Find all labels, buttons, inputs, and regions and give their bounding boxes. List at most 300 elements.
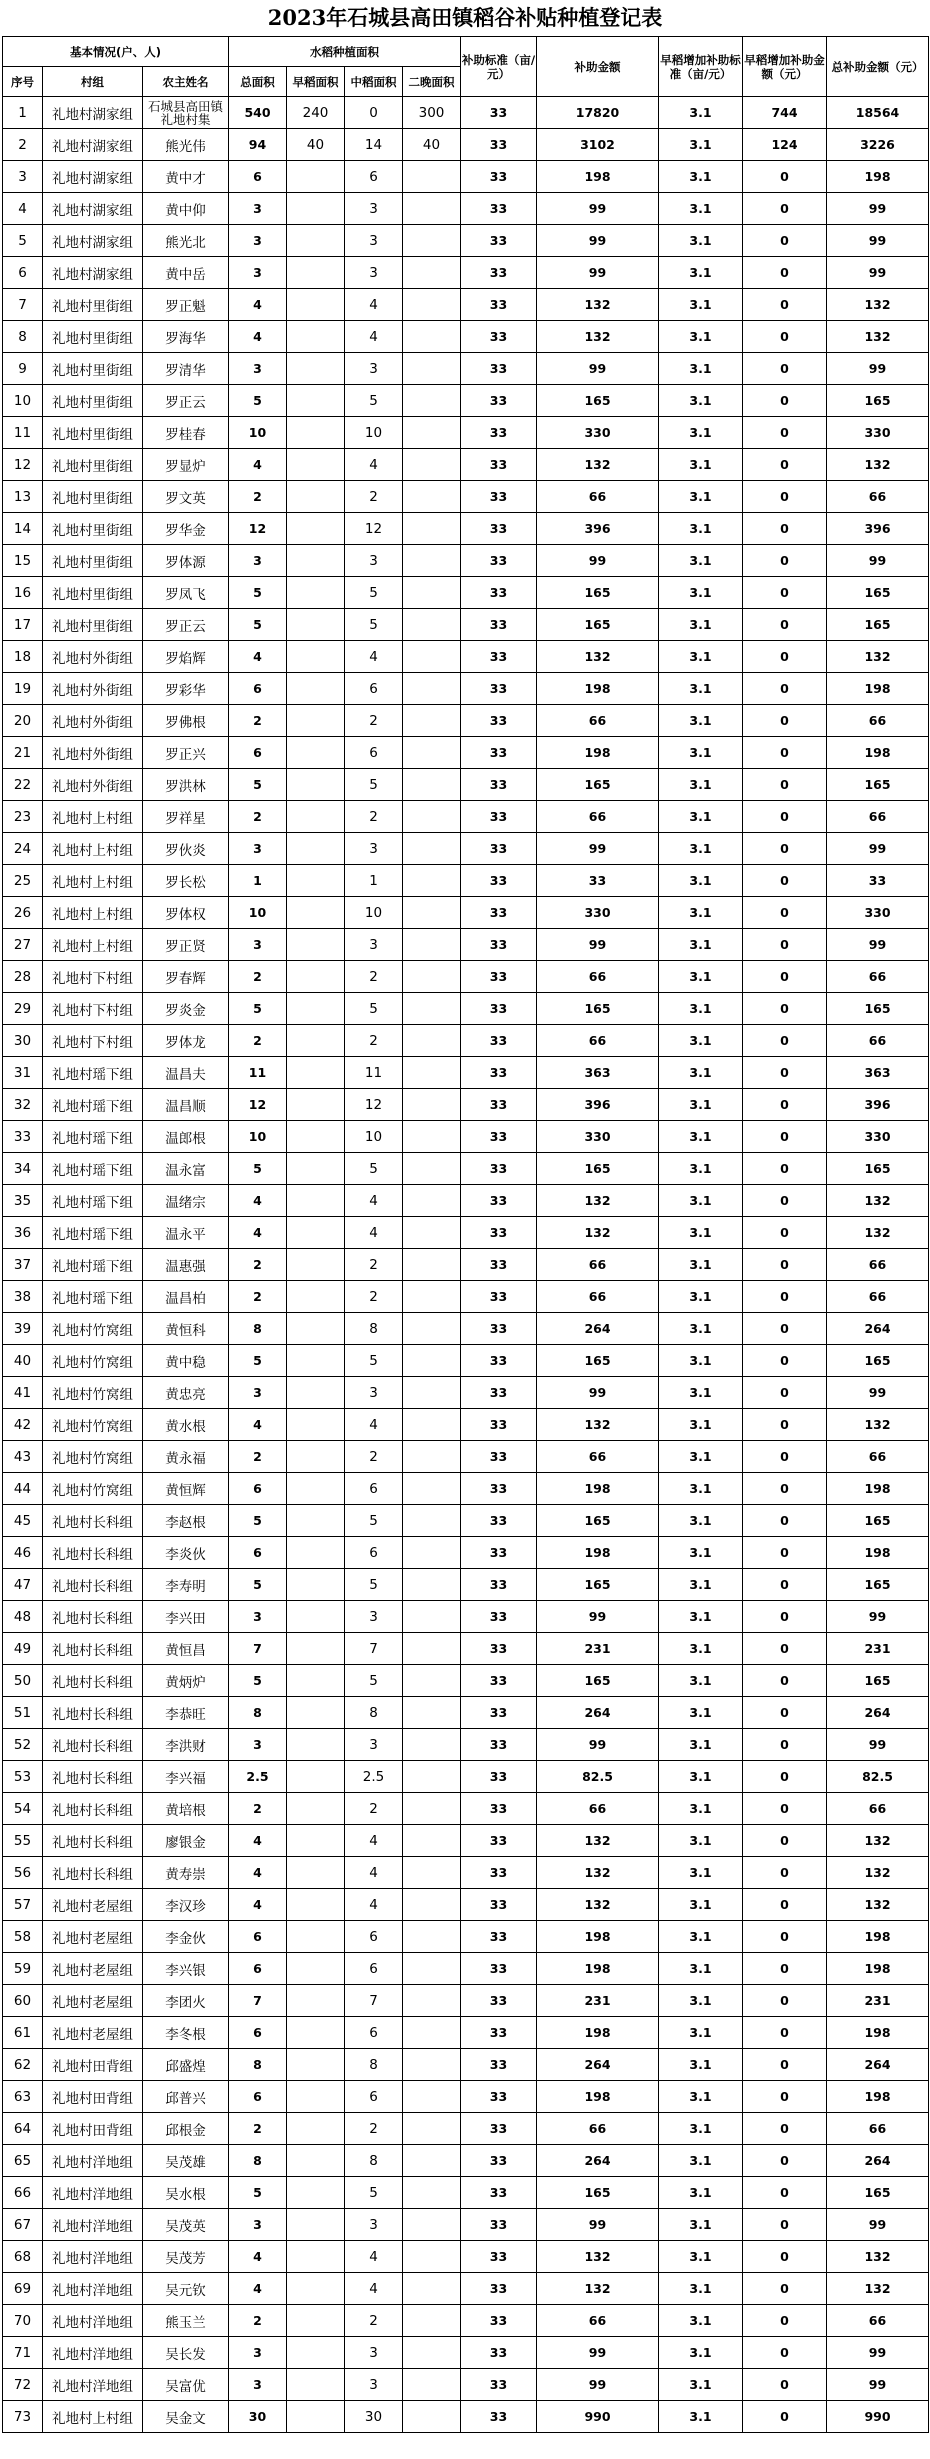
cell-early-area bbox=[287, 1889, 345, 1921]
cell-late-area bbox=[403, 1153, 461, 1185]
cell-village: 礼地村下村组 bbox=[43, 993, 143, 1025]
cell-early-area bbox=[287, 2401, 345, 2433]
cell-amount: 165 bbox=[537, 1153, 659, 1185]
cell-std: 33 bbox=[461, 545, 537, 577]
cell-late-area bbox=[403, 1409, 461, 1441]
cell-village: 礼地村老屋组 bbox=[43, 1953, 143, 1985]
cell-std: 33 bbox=[461, 1665, 537, 1697]
cell-total-amount: 132 bbox=[827, 1857, 929, 1889]
cell-mid-area: 3 bbox=[345, 833, 403, 865]
cell-total-area: 4 bbox=[229, 1409, 287, 1441]
cell-village: 礼地村上村组 bbox=[43, 929, 143, 961]
cell-no: 34 bbox=[3, 1153, 43, 1185]
cell-village: 礼地村瑶下组 bbox=[43, 1153, 143, 1185]
cell-no: 49 bbox=[3, 1633, 43, 1665]
cell-village: 礼地村长科组 bbox=[43, 1729, 143, 1761]
cell-amount: 17820 bbox=[537, 97, 659, 129]
table-row bbox=[3, 225, 929, 257]
cell-early-amount: 0 bbox=[743, 609, 827, 641]
cell-mid-area: 3 bbox=[345, 2209, 403, 2241]
cell-late-area bbox=[403, 513, 461, 545]
cell-no: 22 bbox=[3, 769, 43, 801]
cell-std: 33 bbox=[461, 1345, 537, 1377]
cell-mid-area: 6 bbox=[345, 1953, 403, 1985]
cell-early-amount: 0 bbox=[743, 1313, 827, 1345]
cell-early-amount: 0 bbox=[743, 1153, 827, 1185]
cell-total-amount: 66 bbox=[827, 481, 929, 513]
cell-village: 礼地村长科组 bbox=[43, 1537, 143, 1569]
cell-late-area bbox=[403, 993, 461, 1025]
cell-early-area bbox=[287, 1825, 345, 1857]
cell-total-area: 8 bbox=[229, 1313, 287, 1345]
cell-early-std: 3.1 bbox=[659, 2049, 743, 2081]
cell-farmer: 吴茂芳 bbox=[143, 2241, 229, 2273]
cell-farmer: 罗正云 bbox=[143, 385, 229, 417]
cell-std: 33 bbox=[461, 961, 537, 993]
cell-late-area bbox=[403, 385, 461, 417]
cell-std: 33 bbox=[461, 97, 537, 129]
cell-mid-area: 2 bbox=[345, 1025, 403, 1057]
cell-late-area bbox=[403, 705, 461, 737]
cell-std: 33 bbox=[461, 2113, 537, 2145]
cell-std: 33 bbox=[461, 2401, 537, 2433]
cell-total-amount: 33 bbox=[827, 865, 929, 897]
cell-farmer: 罗显炉 bbox=[143, 449, 229, 481]
cell-mid-area: 4 bbox=[345, 2273, 403, 2305]
table-row bbox=[3, 1057, 929, 1089]
cell-amount: 66 bbox=[537, 1793, 659, 1825]
cell-early-area bbox=[287, 705, 345, 737]
cell-village: 礼地村竹窝组 bbox=[43, 1409, 143, 1441]
cell-village: 礼地村里街组 bbox=[43, 353, 143, 385]
cell-total-amount: 66 bbox=[827, 1281, 929, 1313]
cell-total-area: 5 bbox=[229, 2177, 287, 2209]
cell-mid-area: 14 bbox=[345, 129, 403, 161]
cell-total-area: 2 bbox=[229, 1281, 287, 1313]
cell-late-area bbox=[403, 1633, 461, 1665]
cell-total-area: 2 bbox=[229, 1249, 287, 1281]
cell-amount: 99 bbox=[537, 929, 659, 961]
cell-village: 礼地村老屋组 bbox=[43, 1985, 143, 2017]
cell-farmer: 黄恒辉 bbox=[143, 1473, 229, 1505]
cell-mid-area: 2 bbox=[345, 961, 403, 993]
cell-amount: 198 bbox=[537, 161, 659, 193]
cell-early-amount: 0 bbox=[743, 929, 827, 961]
cell-amount: 330 bbox=[537, 897, 659, 929]
table-row bbox=[3, 1697, 929, 1729]
cell-std: 33 bbox=[461, 2369, 537, 2401]
cell-early-area bbox=[287, 865, 345, 897]
cell-late-area bbox=[403, 801, 461, 833]
cell-early-std: 3.1 bbox=[659, 1089, 743, 1121]
cell-no: 62 bbox=[3, 2049, 43, 2081]
cell-total-amount: 198 bbox=[827, 673, 929, 705]
cell-mid-area: 3 bbox=[345, 2337, 403, 2369]
cell-amount: 132 bbox=[537, 1409, 659, 1441]
cell-std: 33 bbox=[461, 1601, 537, 1633]
cell-std: 33 bbox=[461, 2209, 537, 2241]
cell-early-std: 3.1 bbox=[659, 1377, 743, 1409]
cell-village: 礼地村竹窝组 bbox=[43, 1377, 143, 1409]
cell-village: 礼地村瑶下组 bbox=[43, 1121, 143, 1153]
cell-village: 礼地村瑶下组 bbox=[43, 1249, 143, 1281]
cell-village: 礼地村外街组 bbox=[43, 673, 143, 705]
cell-no: 18 bbox=[3, 641, 43, 673]
cell-village: 礼地村洋地组 bbox=[43, 2369, 143, 2401]
cell-early-area bbox=[287, 1473, 345, 1505]
cell-early-amount: 0 bbox=[743, 1793, 827, 1825]
cell-early-std: 3.1 bbox=[659, 1313, 743, 1345]
cell-early-area bbox=[287, 769, 345, 801]
cell-farmer: 罗桂春 bbox=[143, 417, 229, 449]
cell-amount: 99 bbox=[537, 193, 659, 225]
cell-total-area: 4 bbox=[229, 641, 287, 673]
cell-std: 33 bbox=[461, 2049, 537, 2081]
cell-mid-area: 30 bbox=[345, 2401, 403, 2433]
cell-std: 33 bbox=[461, 1217, 537, 1249]
cell-late-area bbox=[403, 641, 461, 673]
cell-early-std: 3.1 bbox=[659, 1121, 743, 1153]
cell-farmer: 温昌顺 bbox=[143, 1089, 229, 1121]
cell-early-std: 3.1 bbox=[659, 193, 743, 225]
cell-village: 礼地村瑶下组 bbox=[43, 1057, 143, 1089]
header-late-area: 二晚面积 bbox=[403, 67, 461, 97]
cell-total-amount: 330 bbox=[827, 417, 929, 449]
cell-std: 33 bbox=[461, 1729, 537, 1761]
table-row bbox=[3, 577, 929, 609]
cell-farmer: 吴茂英 bbox=[143, 2209, 229, 2241]
cell-village: 礼地村洋地组 bbox=[43, 2337, 143, 2369]
header-farmer: 农主姓名 bbox=[143, 67, 229, 97]
cell-no: 48 bbox=[3, 1601, 43, 1633]
cell-total-area: 2.5 bbox=[229, 1761, 287, 1793]
table-row bbox=[3, 1345, 929, 1377]
cell-early-amount: 0 bbox=[743, 225, 827, 257]
cell-early-area bbox=[287, 641, 345, 673]
cell-early-std: 3.1 bbox=[659, 321, 743, 353]
cell-no: 13 bbox=[3, 481, 43, 513]
cell-village: 礼地村上村组 bbox=[43, 2401, 143, 2433]
cell-farmer: 罗洪林 bbox=[143, 769, 229, 801]
cell-early-amount: 0 bbox=[743, 897, 827, 929]
cell-total-area: 10 bbox=[229, 897, 287, 929]
cell-early-amount: 0 bbox=[743, 1825, 827, 1857]
cell-village: 礼地村湖家组 bbox=[43, 161, 143, 193]
cell-amount: 132 bbox=[537, 321, 659, 353]
table-row bbox=[3, 1409, 929, 1441]
cell-amount: 231 bbox=[537, 1985, 659, 2017]
cell-early-std: 3.1 bbox=[659, 833, 743, 865]
cell-early-amount: 0 bbox=[743, 2145, 827, 2177]
cell-early-area bbox=[287, 2337, 345, 2369]
table-row bbox=[3, 321, 929, 353]
cell-std: 33 bbox=[461, 1793, 537, 1825]
cell-early-area bbox=[287, 2305, 345, 2337]
cell-mid-area: 8 bbox=[345, 1313, 403, 1345]
cell-late-area bbox=[403, 737, 461, 769]
cell-no: 28 bbox=[3, 961, 43, 993]
cell-no: 37 bbox=[3, 1249, 43, 1281]
cell-total-area: 10 bbox=[229, 1121, 287, 1153]
cell-early-area bbox=[287, 1313, 345, 1345]
cell-total-area: 540 bbox=[229, 97, 287, 129]
cell-early-std: 3.1 bbox=[659, 1025, 743, 1057]
cell-early-area bbox=[287, 193, 345, 225]
cell-farmer: 罗正魁 bbox=[143, 289, 229, 321]
cell-farmer: 罗祥星 bbox=[143, 801, 229, 833]
cell-mid-area: 5 bbox=[345, 1345, 403, 1377]
cell-early-area bbox=[287, 1121, 345, 1153]
cell-early-area bbox=[287, 1057, 345, 1089]
cell-early-std: 3.1 bbox=[659, 577, 743, 609]
cell-early-std: 3.1 bbox=[659, 1729, 743, 1761]
cell-village: 礼地村长科组 bbox=[43, 1825, 143, 1857]
cell-no: 70 bbox=[3, 2305, 43, 2337]
cell-farmer: 罗伙炎 bbox=[143, 833, 229, 865]
cell-amount: 363 bbox=[537, 1057, 659, 1089]
cell-early-std: 3.1 bbox=[659, 1665, 743, 1697]
cell-std: 33 bbox=[461, 1473, 537, 1505]
cell-village: 礼地村瑶下组 bbox=[43, 1217, 143, 1249]
cell-amount: 198 bbox=[537, 673, 659, 705]
cell-total-area: 8 bbox=[229, 2145, 287, 2177]
cell-early-amount: 0 bbox=[743, 417, 827, 449]
cell-early-amount: 0 bbox=[743, 1217, 827, 1249]
cell-mid-area: 5 bbox=[345, 1569, 403, 1601]
header-basic: 基本情况(户、人) bbox=[3, 37, 229, 67]
cell-early-std: 3.1 bbox=[659, 1505, 743, 1537]
cell-mid-area: 4 bbox=[345, 1857, 403, 1889]
table-row bbox=[3, 1537, 929, 1569]
cell-early-std: 3.1 bbox=[659, 1249, 743, 1281]
cell-farmer: 温郎根 bbox=[143, 1121, 229, 1153]
cell-early-amount: 0 bbox=[743, 353, 827, 385]
cell-total-area: 4 bbox=[229, 321, 287, 353]
cell-amount: 198 bbox=[537, 1537, 659, 1569]
cell-late-area bbox=[403, 2081, 461, 2113]
cell-early-area bbox=[287, 609, 345, 641]
cell-early-amount: 0 bbox=[743, 1601, 827, 1633]
cell-mid-area: 1 bbox=[345, 865, 403, 897]
cell-amount: 66 bbox=[537, 1249, 659, 1281]
cell-std: 33 bbox=[461, 609, 537, 641]
cell-early-amount: 0 bbox=[743, 449, 827, 481]
cell-total-amount: 165 bbox=[827, 1345, 929, 1377]
cell-amount: 132 bbox=[537, 1857, 659, 1889]
header-no: 序号 bbox=[3, 67, 43, 97]
cell-early-std: 3.1 bbox=[659, 1569, 743, 1601]
cell-late-area bbox=[403, 2305, 461, 2337]
cell-amount: 132 bbox=[537, 2241, 659, 2273]
cell-no: 24 bbox=[3, 833, 43, 865]
table-row bbox=[3, 1953, 929, 1985]
cell-no: 9 bbox=[3, 353, 43, 385]
cell-std: 33 bbox=[461, 2017, 537, 2049]
cell-no: 47 bbox=[3, 1569, 43, 1601]
cell-no: 19 bbox=[3, 673, 43, 705]
cell-village: 礼地村长科组 bbox=[43, 1505, 143, 1537]
cell-mid-area: 4 bbox=[345, 449, 403, 481]
header-amount: 补助金额 bbox=[537, 37, 659, 97]
cell-std: 33 bbox=[461, 1889, 537, 1921]
cell-amount: 99 bbox=[537, 833, 659, 865]
table-row bbox=[3, 1473, 929, 1505]
cell-early-area bbox=[287, 1377, 345, 1409]
cell-early-area bbox=[287, 2177, 345, 2209]
cell-early-std: 3.1 bbox=[659, 1473, 743, 1505]
cell-early-amount: 0 bbox=[743, 961, 827, 993]
cell-village: 礼地村里街组 bbox=[43, 289, 143, 321]
cell-early-amount: 0 bbox=[743, 1921, 827, 1953]
table-row bbox=[3, 2049, 929, 2081]
table-row bbox=[3, 801, 929, 833]
cell-total-amount: 198 bbox=[827, 2081, 929, 2113]
cell-amount: 33 bbox=[537, 865, 659, 897]
cell-early-area bbox=[287, 929, 345, 961]
cell-mid-area: 4 bbox=[345, 1217, 403, 1249]
table-row bbox=[3, 129, 929, 161]
cell-early-std: 3.1 bbox=[659, 1345, 743, 1377]
cell-std: 33 bbox=[461, 1953, 537, 1985]
table-row bbox=[3, 1153, 929, 1185]
cell-early-std: 3.1 bbox=[659, 1537, 743, 1569]
cell-total-amount: 165 bbox=[827, 609, 929, 641]
cell-amount: 99 bbox=[537, 353, 659, 385]
cell-late-area bbox=[403, 1953, 461, 1985]
cell-early-amount: 0 bbox=[743, 1697, 827, 1729]
cell-total-area: 5 bbox=[229, 1569, 287, 1601]
cell-total-area: 2 bbox=[229, 2113, 287, 2145]
cell-early-std: 3.1 bbox=[659, 225, 743, 257]
cell-total-area: 4 bbox=[229, 289, 287, 321]
cell-mid-area: 3 bbox=[345, 2369, 403, 2401]
cell-amount: 66 bbox=[537, 1025, 659, 1057]
cell-early-amount: 0 bbox=[743, 1761, 827, 1793]
cell-std: 33 bbox=[461, 1825, 537, 1857]
cell-amount: 66 bbox=[537, 1281, 659, 1313]
cell-std: 33 bbox=[461, 1569, 537, 1601]
cell-amount: 264 bbox=[537, 1313, 659, 1345]
cell-farmer: 黄寿崇 bbox=[143, 1857, 229, 1889]
cell-total-amount: 198 bbox=[827, 737, 929, 769]
cell-total-area: 4 bbox=[229, 1857, 287, 1889]
cell-no: 73 bbox=[3, 2401, 43, 2433]
cell-total-area: 4 bbox=[229, 1825, 287, 1857]
cell-total-area: 3 bbox=[229, 1601, 287, 1633]
cell-farmer: 石城县高田镇礼地村集 bbox=[143, 97, 229, 129]
cell-village: 礼地村外街组 bbox=[43, 769, 143, 801]
cell-farmer: 罗文英 bbox=[143, 481, 229, 513]
cell-early-std: 3.1 bbox=[659, 769, 743, 801]
cell-farmer: 黄永福 bbox=[143, 1441, 229, 1473]
cell-mid-area: 5 bbox=[345, 769, 403, 801]
cell-farmer: 罗正云 bbox=[143, 609, 229, 641]
cell-early-std: 3.1 bbox=[659, 737, 743, 769]
cell-early-area bbox=[287, 1921, 345, 1953]
cell-early-amount: 0 bbox=[743, 193, 827, 225]
cell-total-area: 4 bbox=[229, 1217, 287, 1249]
cell-farmer: 罗凤飞 bbox=[143, 577, 229, 609]
cell-mid-area: 5 bbox=[345, 385, 403, 417]
cell-early-amount: 0 bbox=[743, 1089, 827, 1121]
cell-late-area bbox=[403, 1697, 461, 1729]
cell-early-amount: 0 bbox=[743, 1441, 827, 1473]
cell-amount: 132 bbox=[537, 1217, 659, 1249]
cell-village: 礼地村上村组 bbox=[43, 865, 143, 897]
cell-farmer: 吴水根 bbox=[143, 2177, 229, 2209]
cell-late-area bbox=[403, 1121, 461, 1153]
table-row bbox=[3, 97, 929, 129]
cell-no: 64 bbox=[3, 2113, 43, 2145]
cell-total-area: 6 bbox=[229, 1921, 287, 1953]
cell-late-area: 300 bbox=[403, 97, 461, 129]
cell-no: 63 bbox=[3, 2081, 43, 2113]
cell-amount: 198 bbox=[537, 1953, 659, 1985]
table-row bbox=[3, 161, 929, 193]
cell-amount: 132 bbox=[537, 449, 659, 481]
cell-early-amount: 0 bbox=[743, 2241, 827, 2273]
table-row bbox=[3, 1825, 929, 1857]
cell-early-area bbox=[287, 961, 345, 993]
cell-mid-area: 10 bbox=[345, 417, 403, 449]
cell-early-std: 3.1 bbox=[659, 2337, 743, 2369]
cell-early-area bbox=[287, 1793, 345, 1825]
cell-early-std: 3.1 bbox=[659, 481, 743, 513]
cell-std: 33 bbox=[461, 257, 537, 289]
cell-total-amount: 165 bbox=[827, 1665, 929, 1697]
table-row bbox=[3, 1857, 929, 1889]
cell-late-area bbox=[403, 2273, 461, 2305]
cell-early-std: 3.1 bbox=[659, 2241, 743, 2273]
cell-no: 2 bbox=[3, 129, 43, 161]
cell-late-area bbox=[403, 897, 461, 929]
cell-village: 礼地村老屋组 bbox=[43, 2017, 143, 2049]
cell-total-area: 6 bbox=[229, 737, 287, 769]
cell-late-area bbox=[403, 1569, 461, 1601]
cell-village: 礼地村里街组 bbox=[43, 513, 143, 545]
cell-early-amount: 0 bbox=[743, 2305, 827, 2337]
cell-total-area: 94 bbox=[229, 129, 287, 161]
cell-village: 礼地村老屋组 bbox=[43, 1921, 143, 1953]
cell-farmer: 温绪宗 bbox=[143, 1185, 229, 1217]
cell-late-area bbox=[403, 2177, 461, 2209]
cell-amount: 66 bbox=[537, 961, 659, 993]
cell-farmer: 熊光北 bbox=[143, 225, 229, 257]
cell-early-area bbox=[287, 513, 345, 545]
cell-early-area: 240 bbox=[287, 97, 345, 129]
cell-late-area bbox=[403, 1601, 461, 1633]
cell-early-std: 3.1 bbox=[659, 1217, 743, 1249]
cell-total-area: 2 bbox=[229, 1025, 287, 1057]
cell-amount: 66 bbox=[537, 481, 659, 513]
cell-total-amount: 132 bbox=[827, 289, 929, 321]
cell-mid-area: 8 bbox=[345, 2049, 403, 2081]
cell-early-amount: 0 bbox=[743, 801, 827, 833]
cell-std: 33 bbox=[461, 801, 537, 833]
cell-mid-area: 3 bbox=[345, 1601, 403, 1633]
cell-early-area bbox=[287, 1569, 345, 1601]
cell-early-amount: 0 bbox=[743, 865, 827, 897]
cell-early-std: 3.1 bbox=[659, 1953, 743, 1985]
cell-early-std: 3.1 bbox=[659, 1985, 743, 2017]
cell-amount: 165 bbox=[537, 1665, 659, 1697]
cell-village: 礼地村湖家组 bbox=[43, 97, 143, 129]
cell-mid-area: 2 bbox=[345, 1249, 403, 1281]
cell-farmer: 罗海华 bbox=[143, 321, 229, 353]
cell-village: 礼地村里街组 bbox=[43, 545, 143, 577]
cell-amount: 66 bbox=[537, 705, 659, 737]
cell-no: 53 bbox=[3, 1761, 43, 1793]
